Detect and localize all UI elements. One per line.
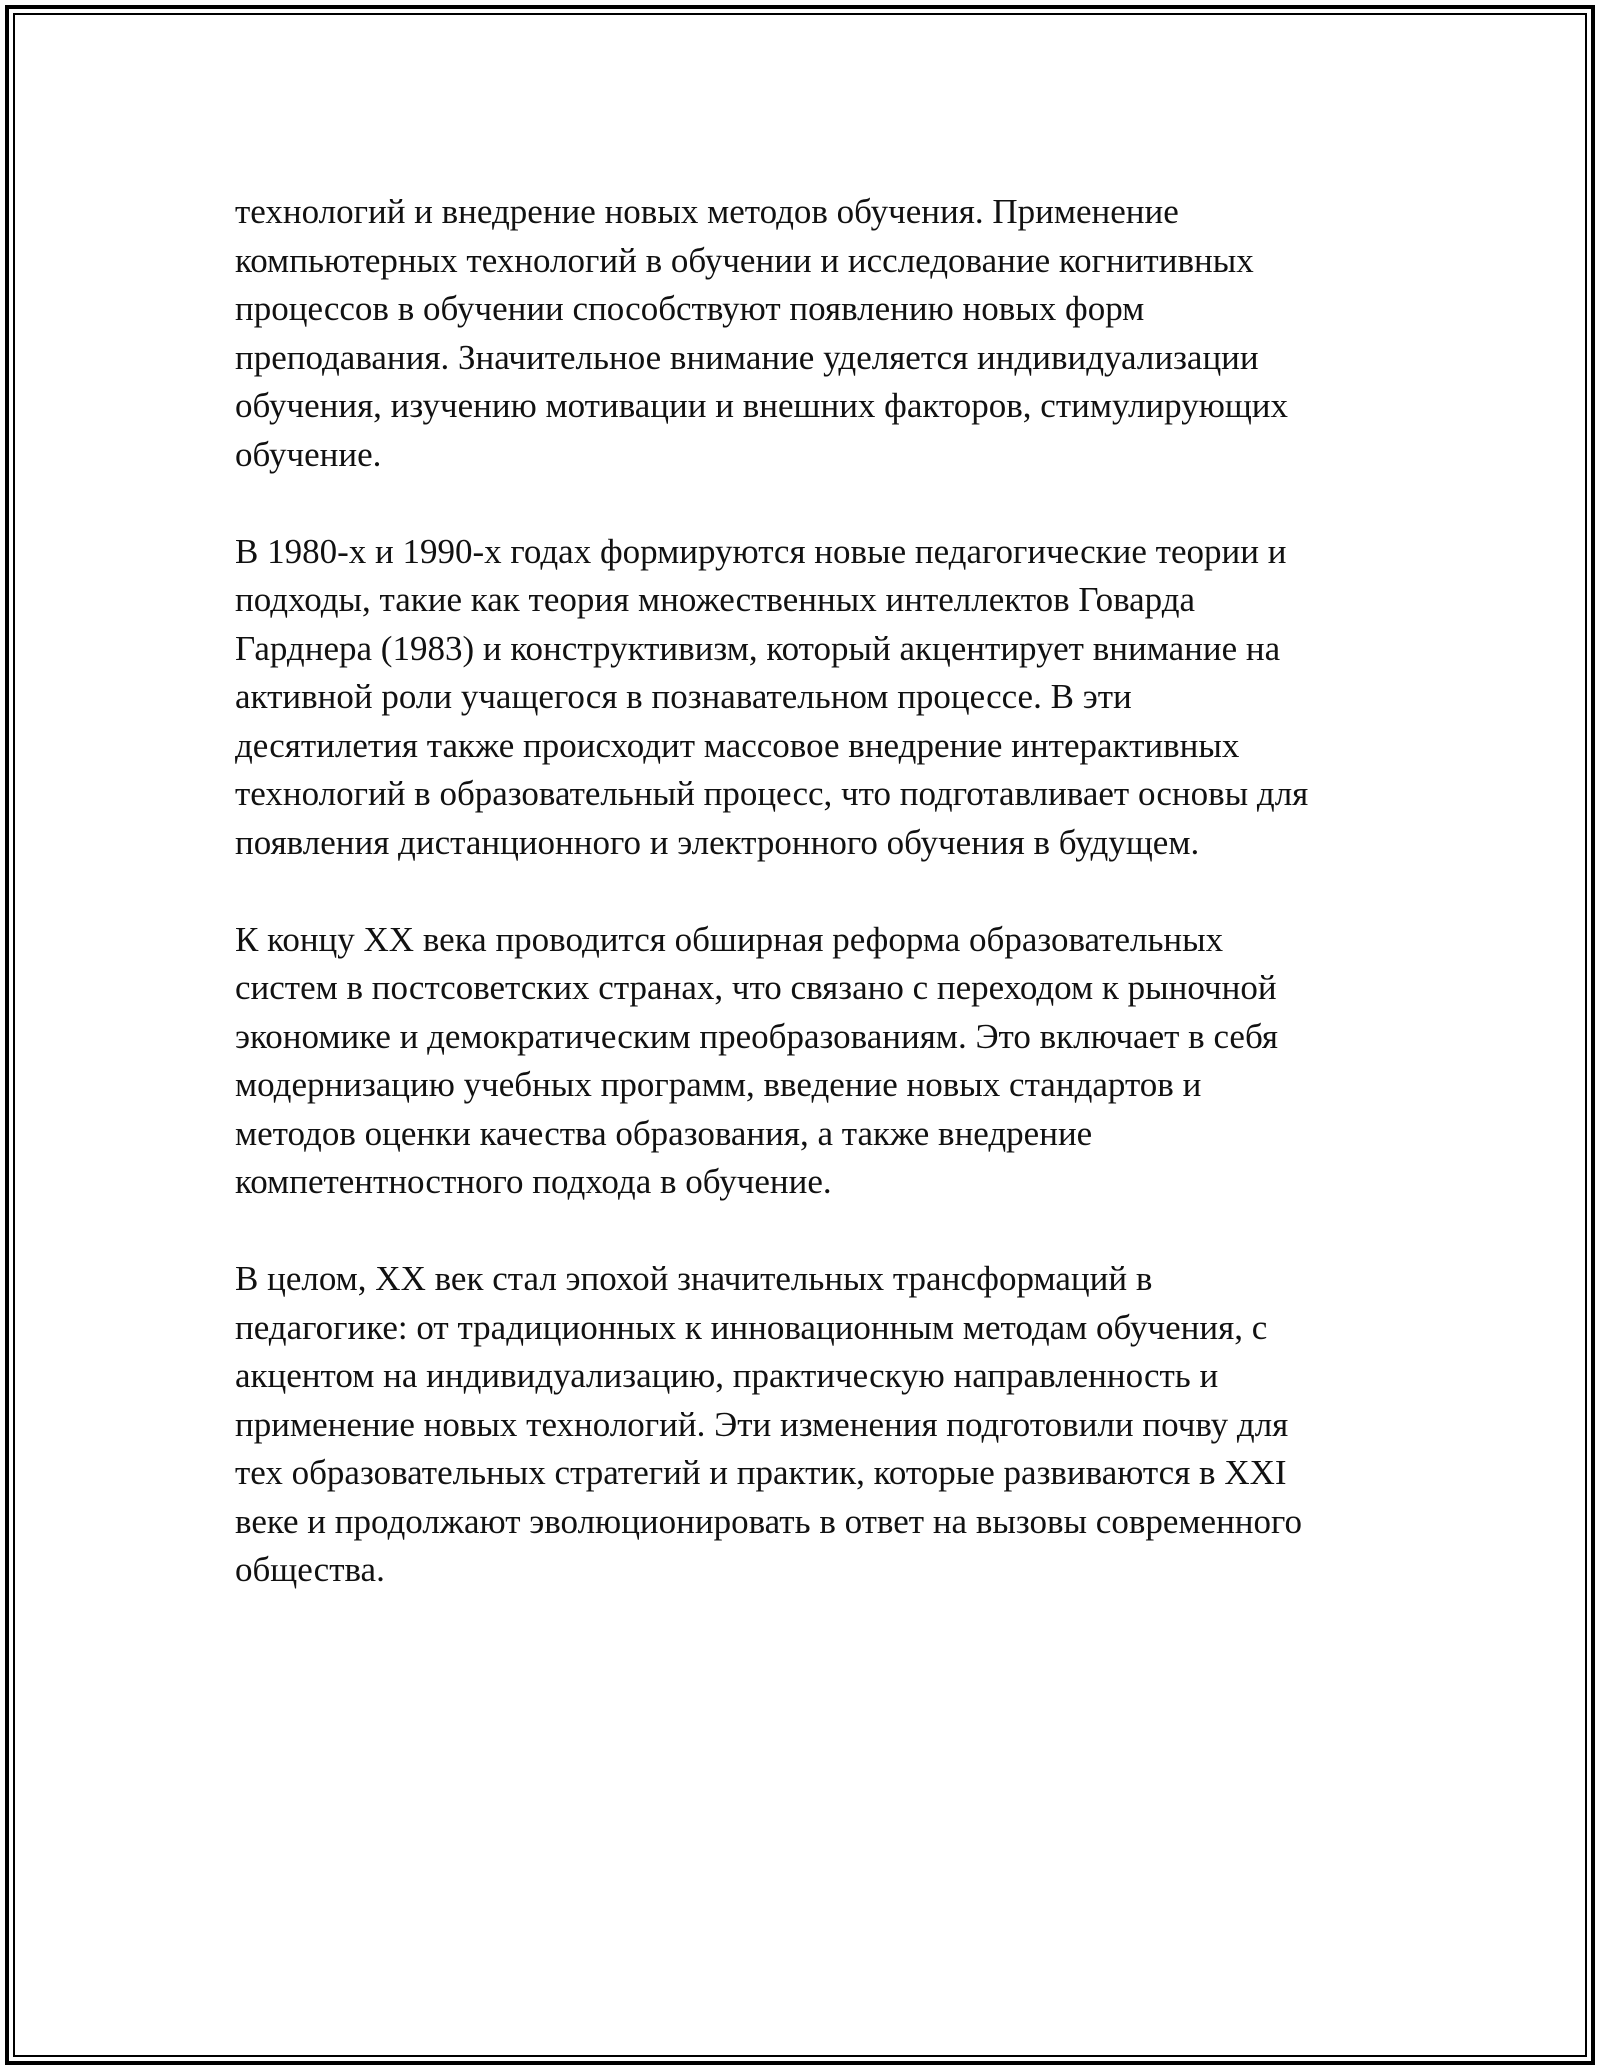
text-line: преподавания. Значительное внимание уделяется индивидуализации [235,337,1259,377]
text-line: модернизацию учебных программ, введение новых стандартов и [235,1065,1202,1104]
text-line: В 1980-х и 1990-х годах формируются новые педагогические теории и [235,531,1287,571]
text-line: процессов в обучении способствуют появлению новых форм [235,289,1145,328]
text-line: обучение. [235,434,382,474]
text-line: В целом, XX век стал эпохой значительных трансформаций в [235,1259,1153,1298]
text-line: применение новых технологий. Эти изменения подготовили почву для [235,1404,1289,1444]
text-line: активной роли учащегося в познавательном процессе. В эти [235,677,1132,716]
paragraph-4 [235,1255,1385,1595]
text-line: веке и продолжают эволюционировать в ответ на вызовы современного [235,1501,1303,1541]
text-line: технологий в образовательный процесс, что подготавливает основы для [235,774,1309,813]
text-line: технологий и внедрение новых методов обучения. Применение [235,192,1179,231]
text-line: подходы, такие как теория множественных интеллектов Говарда [235,580,1196,619]
paragraph-3 [235,916,1385,1207]
paragraph-2 [235,528,1385,868]
text-line: К концу XX века проводится обширная реформа образовательных [235,919,1224,959]
text-line: общества. [235,1550,385,1589]
text-line: Гарднера (1983) и конструктивизм, который акцентирует внимание на [235,628,1281,668]
text-line: компьютерных технологий в обучении и исследование когнитивных [235,240,1254,280]
text-line: педагогике: от традиционных к инновационным методам обучения, с [235,1307,1268,1347]
text-line: компетентностного подхода в обучение. [235,1162,832,1201]
text-line: десятилетия также происходит массовое внедрение интерактивных [235,725,1240,765]
text-line: методов оценки качества образования, а также внедрение [235,1113,1093,1153]
text-line: систем в постсоветских странах, что связано с переходом к рыночной [235,968,1277,1007]
paragraph-1 [235,188,1385,479]
text-line: обучения, изучению мотивации и внешних факторов, стимулирующих [235,386,1289,425]
text-line: появления дистанционного и электронного обучения в будущем. [235,822,1200,862]
document-body [235,188,1385,1643]
text-line: экономике и демократическим преобразованиям. Это включает в себя [235,1016,1278,1056]
text-line: акцентом на индивидуализацию, практическую направленность и [235,1356,1219,1395]
text-line: тех образовательных стратегий и практик, которые развиваются в XXI [235,1453,1287,1492]
